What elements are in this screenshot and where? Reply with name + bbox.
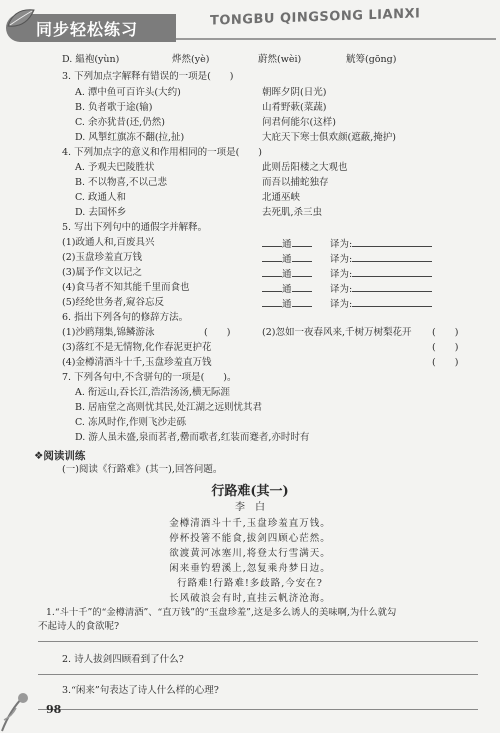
q3-option-c: C. 余亦犹昔(还,仍然) [75,117,165,128]
q6-answer-2[interactable]: ( ) [432,327,459,338]
q3-option-a: A. 潭中鱼可百许头(大约) [75,87,181,98]
q4-option-b-right: 而吾以捕蛇独存 [262,177,329,188]
q3-stem: 3. 下列加点字解释有错误的一项是( ) [62,71,234,82]
answer-line-3[interactable] [38,709,478,710]
q4-option-c: C. 政通人和 [75,192,126,203]
q5-fill-2[interactable]: 通 [262,252,312,266]
q4-option-d: D. 去国怀乡 [75,207,127,218]
q5-fill-5[interactable]: 通 [262,297,312,311]
q6-answer-4[interactable]: ( ) [432,357,459,368]
q5-translate-4[interactable]: 译为: [330,282,432,296]
q5-stem: 5. 写出下列句中的通假字并解释。 [62,222,208,233]
q3-option-d: D. 风掣红旗冻不翻(拉,扯) [75,132,185,143]
poem-line-4: 闲来垂钓碧溪上,忽复乘舟梦日边。 [169,563,331,574]
leaf-icon [4,4,38,34]
reading-question-3: 3.“闲来”句表达了诗人什么样的心理? [62,685,219,696]
q6-item-2: (2)忽如一夜春风来,千树万树梨花开 [262,327,412,338]
q6-item-1: (1)沙鸥翔集,锦鳞游泳 [62,327,155,338]
poem-line-3: 欲渡黄河冰塞川,将登太行雪满天。 [169,548,331,559]
q2-d-item4: 觥筹(gōng) [346,54,397,65]
q5-translate-5[interactable]: 译为: [330,297,432,311]
poem-title: 行路难(其一) [211,484,289,499]
q3-option-a-right: 朝晖夕阴(日光) [262,87,327,98]
reading-question-2: 2. 诗人拔剑四顾看到了什么? [62,654,184,665]
q5-translate-1[interactable]: 译为: [330,237,432,251]
q3-option-b: B. 负者歌于途(输) [75,102,153,113]
q6-item-4: (4)金樽清酒斗十千,玉盘珍羞直万钱 [62,357,212,368]
header-rule [176,38,496,40]
q2-d-item2: 烨然(yè) [172,54,210,65]
q5-fill-3[interactable]: 通 [262,267,312,281]
q5-item-1: (1)政通人和,百废具兴 [62,237,155,248]
q7-option-a: A. 衔远山,吞长江,浩浩汤汤,横无际涯 [75,387,230,398]
reading-subtitle: (一)阅读《行路难》(其一),回答问题。 [62,464,223,475]
q5-item-3: (3)属予作文以记之 [62,267,142,278]
page-number: 98 [46,703,62,716]
q5-item-5: (5)经纶世务者,窥谷忘反 [62,297,164,308]
reading-section-title: ❖阅读训练 [34,450,86,462]
q5-item-2: (2)玉盘珍羞直万钱 [62,252,142,263]
q4-option-b: B. 不以物喜,不以己悲 [75,177,168,188]
poem-line-2: 停杯投箸不能食,拔剑四顾心茫然。 [169,533,331,544]
q4-option-a: A. 予观夫巴陵胜状 [75,162,155,173]
q5-item-4: (4)食马者不知其能千里而食也 [62,282,190,293]
reading-question-1-cont: 不起诗人的食欲呢? [38,621,120,632]
q5-translate-3[interactable]: 译为: [330,267,432,281]
q2-d-option: D. 緼袍(yùn) [62,54,120,65]
q7-stem: 7. 下列各句中,不含骈句的一项是( )。 [62,372,237,383]
q2-d-item3: 蔚然(wèi) [258,54,302,65]
q6-stem: 6. 指出下列各句的修辞方法。 [62,312,189,323]
poem-line-6: 长风破浪会有时,直挂云帆济沧海。 [169,593,331,604]
q3-option-b-right: 山肴野蔌(菜蔬) [262,102,327,113]
q4-option-c-right: 北通巫峡 [262,192,301,203]
reading-question-1: 1.“斗十千”的“金樽清酒”、“直万钱”的“玉盘珍羞”,这是多么诱人的美味啊,为什么就勾 [46,607,397,618]
q4-stem: 4. 下列加点字的意义和作用相同的一项是( ) [62,147,262,158]
q4-option-d-right: 去死肌,杀三虫 [262,207,323,218]
q5-fill-4[interactable]: 通 [262,282,312,296]
answer-line-1[interactable] [38,641,478,642]
q6-answer-1[interactable]: ( ) [204,327,231,338]
q4-option-a-right: 此则岳阳楼之大观也 [262,162,348,173]
q7-option-b: B. 居庙堂之高则忧其民,处江湖之远则忧其君 [75,402,263,413]
q3-option-c-right: 问君何能尔(这样) [262,117,336,128]
q6-item-3: (3)落红不是无情物,化作春泥更护花 [62,342,212,353]
header-title: 同步轻松练习 [36,20,139,39]
q7-option-c: C. 冻风时作,作则飞沙走砾 [75,417,186,428]
poem-author: 李 白 [235,502,265,513]
header-banner [0,0,500,46]
poem-line-5: 行路难!行路难!多歧路,今安在? [177,578,323,589]
answer-line-2[interactable] [38,674,478,675]
header-latin: TONGBU QINGSONG LIANXI [210,6,421,29]
poem-line-1: 金樽清酒斗十千,玉盘珍羞直万钱。 [169,518,331,529]
corner-decoration-icon [0,690,30,733]
q7-option-d: D. 游人虽未盛,泉而茗者,罍而歌者,红装而蹇者,亦时时有 [75,432,310,443]
q5-fill-1[interactable]: 通 [262,237,312,251]
q5-translate-2[interactable]: 译为: [330,252,432,266]
q6-answer-3[interactable]: ( ) [432,342,459,353]
q3-option-d-right: 大庇天下寒士俱欢颜(遮蔽,掩护) [262,132,396,143]
